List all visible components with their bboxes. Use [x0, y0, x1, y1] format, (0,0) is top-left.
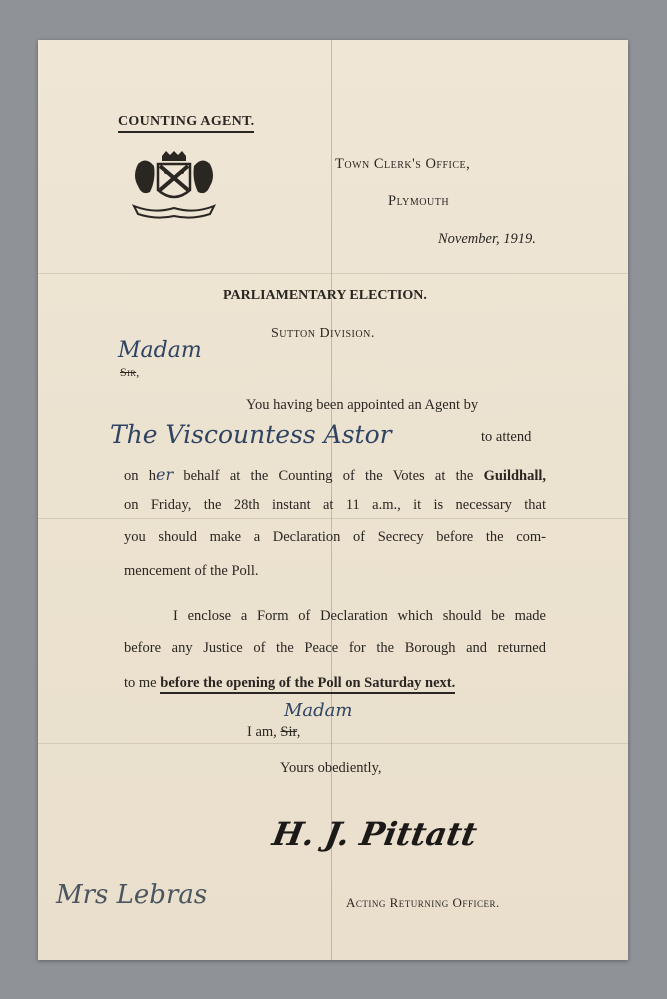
body-line: on her behalf at the Counting of the Votes at the Guildhall,	[124, 465, 547, 484]
fold-crease	[38, 518, 628, 519]
comma: ,	[136, 365, 140, 379]
letter-date: November, 1919.	[438, 231, 536, 247]
counting-agent-label: COUNTING AGENT.	[118, 114, 254, 133]
fold-crease	[38, 743, 628, 744]
body-line: before any Justice of the Peace for the Borough and returned	[124, 640, 546, 656]
body-line: to me before the opening of the Poll on Saturday next.	[124, 675, 455, 692]
closing-yours: Yours obediently,	[280, 760, 382, 776]
handwritten-appointer: The Viscountess Astor	[110, 420, 392, 449]
division-name: Sutton Division.	[271, 326, 375, 341]
officer-title: Acting Returning Officer.	[346, 895, 500, 910]
body-line: on Friday, the 28th instant at 11 a.m., it is necessary that	[124, 497, 546, 513]
letter-paper	[38, 40, 628, 960]
body-line: you should make a Declaration of Secrecy before the com-	[124, 529, 546, 545]
body-line: mencement of the Poll.	[124, 563, 259, 579]
signature: H. J. Pittatt	[269, 815, 480, 853]
handwritten-closing: Madam	[284, 700, 353, 721]
closing-i-am: I am, Sir,	[247, 724, 301, 740]
document-title: PARLIAMENTARY ELECTION.	[223, 288, 427, 303]
city-name: Plymouth	[388, 193, 450, 209]
handwritten-annotation: Mrs Lebras	[56, 880, 208, 910]
plymouth-crest-icon	[128, 150, 220, 225]
handwritten-salutation: Madam	[118, 338, 202, 363]
town-clerks-office: Town Clerk's Office,	[335, 156, 471, 172]
body-line: You having been appointed an Agent by	[246, 397, 479, 413]
fold-crease	[38, 273, 628, 274]
struck-salutation: Sir	[120, 365, 137, 379]
body-line: to attend	[481, 429, 532, 445]
body-line: I enclose a Form of Declaration which should be made	[173, 608, 546, 624]
